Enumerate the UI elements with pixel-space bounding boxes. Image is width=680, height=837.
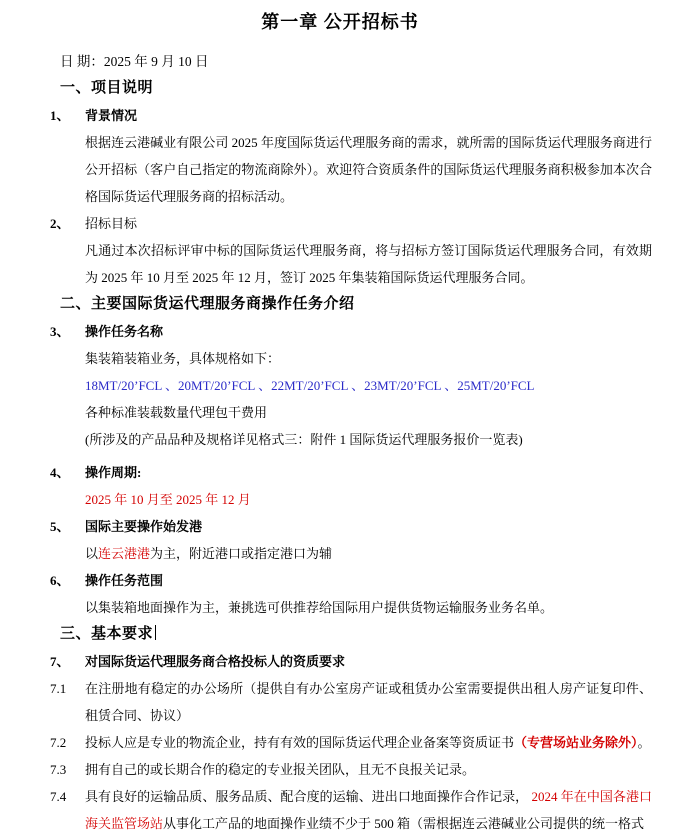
- item-7-1: [0, 675, 680, 729]
- item-4-number: 4、: [50, 465, 70, 480]
- item-7-4-body: [85, 783, 680, 837]
- item-6-task-scope: [0, 567, 680, 594]
- item-4-title: 操作周期:: [85, 465, 142, 480]
- text-cursor: [155, 625, 156, 640]
- item-2-number: 2、: [50, 216, 70, 231]
- port-name-highlight: 连云港港: [98, 546, 151, 561]
- para-departure-port: [85, 540, 652, 567]
- document-title: 第一章 公开招标书: [261, 12, 419, 32]
- item-7-1-body: 在注册地有稳定的办公场所（提供自有办公室房产证或租赁办公室需要提供出租人房产证复印件、租赁合同、协议）: [85, 681, 652, 723]
- para-operation-period: 2025 年 10 月至 2025 年 12 月: [85, 492, 251, 507]
- item-1-title: 背景情况: [85, 108, 138, 123]
- port-text-prefix: 以: [85, 546, 99, 561]
- item-2-title: 招标目标: [85, 216, 138, 231]
- para-container-specs: 18MT/20’FCL 、20MT/20’FCL 、22MT/20’FCL 、23MT/20’FCL 、25MT/20’FCL: [85, 378, 535, 393]
- para-attachment-note: (所涉及的产品品种及规格详见格式三：附件 1 国际货运代理服务报价一览表): [85, 432, 523, 447]
- section-heading-1: 一、项目说明: [60, 80, 154, 96]
- item-3-task-name: [0, 318, 680, 345]
- item-7-2-number: 7.2: [50, 735, 67, 750]
- item-7-title: 对国际货运代理服务商合格投标人的资质要求: [85, 654, 346, 669]
- item-3-title: 操作任务名称: [85, 324, 164, 339]
- para-tender-goal-body: 凡通过本次招标评审中标的国际货运代理服务商，将与招标方签订国际货运代理服务合同，有效期为 2025 年 10 月至 2025 年 12 月，签订 2025 年集装箱国际货运代理服务合同。: [85, 243, 652, 285]
- section-heading-3: [60, 621, 680, 648]
- item-7-3: [0, 756, 680, 783]
- item-6-title: 操作任务范围: [85, 573, 164, 588]
- item-4-operation-period: [0, 459, 680, 486]
- item-5-departure-port: [0, 513, 680, 540]
- item-3-number: 3、: [50, 324, 70, 339]
- item-2-tender-goal: [0, 210, 680, 237]
- port-text-suffix: 为主，附近港口或指定港口为辅: [150, 546, 333, 561]
- item-1-background: [0, 102, 680, 129]
- para-fee-line: 各种标准装载数量代理包干费用: [85, 405, 268, 420]
- item-7-2-red-note: （专营场站业务除外）: [514, 735, 638, 750]
- item-7-1-number: 7.1: [50, 681, 67, 696]
- item-7-4-number: 7.4: [50, 789, 67, 804]
- item-7-number: 7、: [50, 654, 70, 669]
- item-7-2-text: 投标人应是专业的物流企业，持有有效的国际货运代理企业备案等资质证书: [85, 735, 515, 750]
- para-task-scope-body: 以集装箱地面操作为主，兼挑选可供推荐给国际用户提供货物运输服务业务名单。: [85, 600, 554, 615]
- para-background-body: 根据连云港碱业有限公司 2025 年度国际货运代理服务商的需求，就所需的国际货运代理服务商进行公开招标（客户自己指定的物流商除外）。欢迎符合资质条件的国际货运代理服务商积极参加本次合格国际货运代理服务商的招标活动。: [85, 135, 652, 204]
- para-container-intro: 集装箱装箱业务，具体规格如下：: [85, 351, 281, 366]
- item-7-4: [0, 783, 680, 837]
- item-7-4-text-prefix: 具有良好的运输品质、服务品质、配合度的运输、进出口地面操作合作记录，: [85, 789, 532, 804]
- item-6-number: 6、: [50, 573, 70, 588]
- item-7-2: [0, 729, 680, 756]
- item-1-number: 1、: [50, 108, 70, 123]
- item-7-4-text-suffix: 从事化工产品的地面操作业绩不少于 500 箱（需根据连云港碱业公司提供的统一格式: [163, 816, 645, 831]
- item-7-qualification: [0, 648, 680, 675]
- item-7-3-body: 拥有自己的或长期合作的稳定的专业报关团队，且无不良报关记录。: [85, 762, 476, 777]
- item-7-2-tail: 。: [637, 735, 651, 750]
- item-5-title: 国际主要操作始发港: [85, 519, 203, 534]
- item-7-4-red-part: 2024 年在中国各港口海关监管场站: [85, 789, 652, 831]
- section-heading-3-label: 三、基本要求: [60, 626, 154, 642]
- item-7-2-body: [85, 729, 680, 756]
- item-5-number: 5、: [50, 519, 70, 534]
- section-heading-2: 二、主要国际货运代理服务商操作任务介绍: [60, 296, 355, 312]
- item-7-3-number: 7.3: [50, 762, 67, 777]
- date-line: 日 期：2025 年 9 月 10 日: [60, 54, 209, 69]
